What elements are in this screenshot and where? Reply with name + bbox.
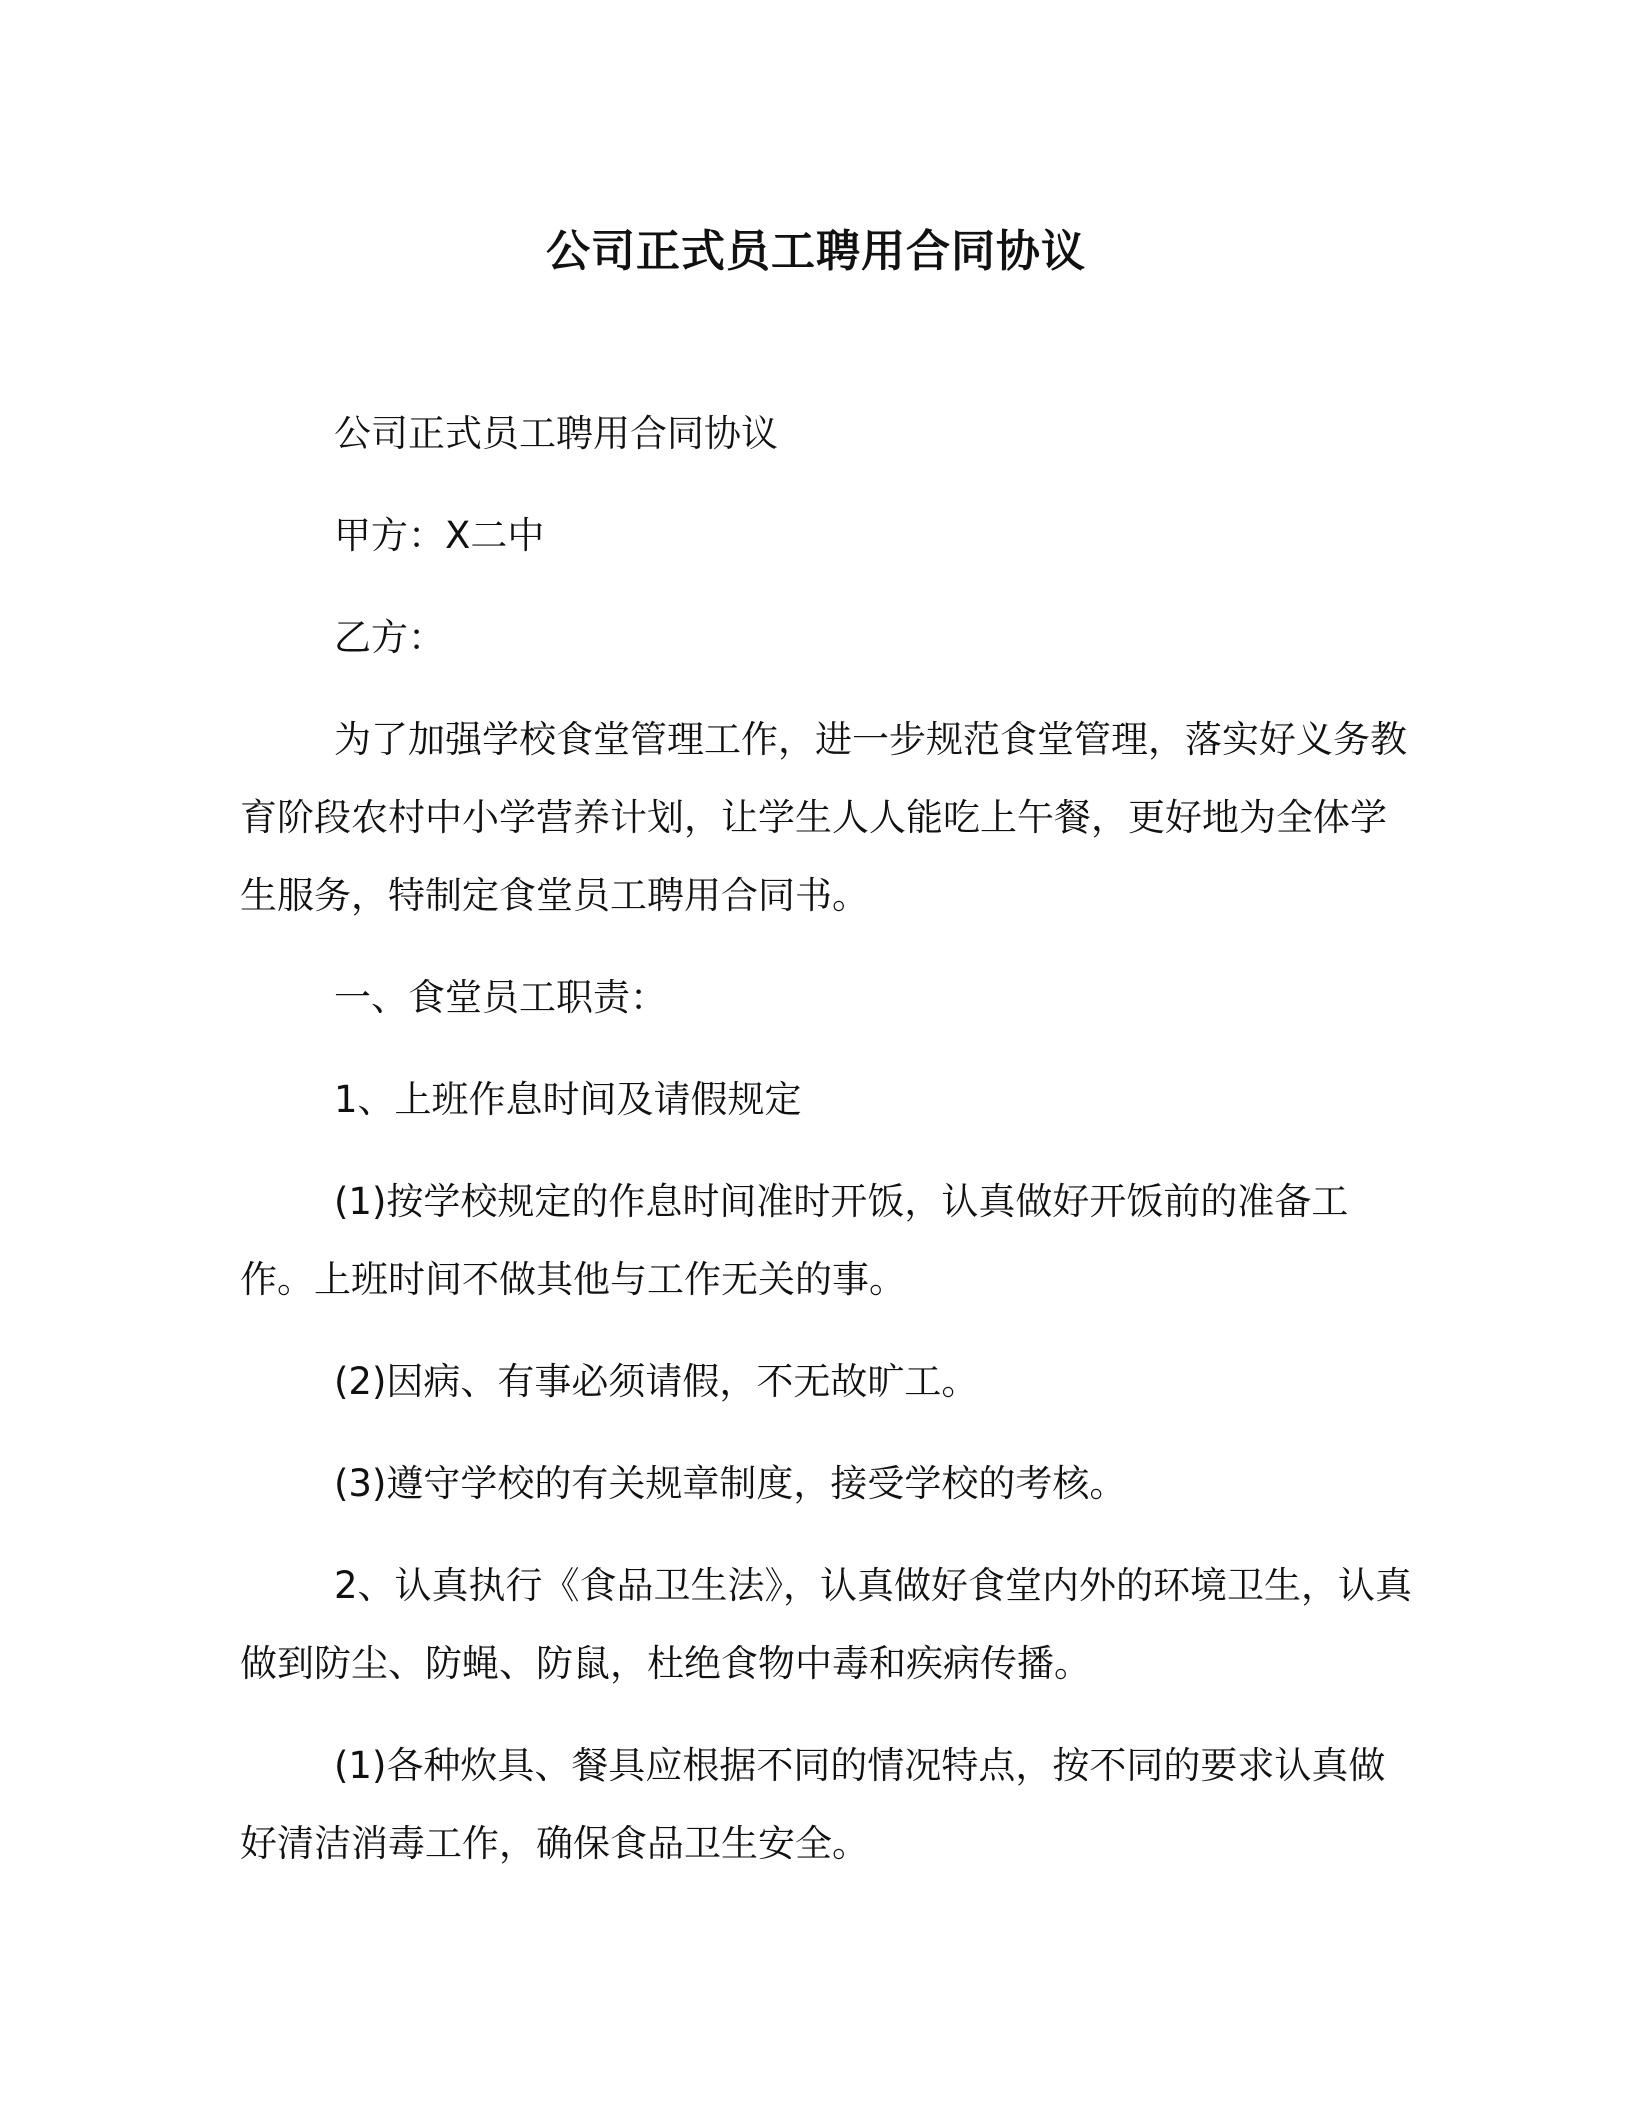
subtitle-paragraph: 公司正式员工聘用合同协议 <box>334 412 778 455</box>
document-body <box>240 395 1420 1907</box>
clause-1-item-3: (3)遵守学校的有关规章制度，接受学校的考核。 <box>334 1462 1127 1505</box>
party-a-paragraph: 甲方：X二中 <box>334 514 545 557</box>
party-b-paragraph: 乙方： <box>334 616 445 659</box>
clause-2-item-1: (1)各种炊具、餐具应根据不同的情况特点，按不同的要求认真做好清洁消毒工作，确保食品卫生安全。 <box>240 1744 1386 1865</box>
clause-1-item-2: (2)因病、有事必须请假，不无故旷工。 <box>334 1360 979 1403</box>
preamble-paragraph: 为了加强学校食堂管理工作，进一步规范食堂管理，落实好义务教育阶段农村中小学营养计划，让学生人人能吃上午餐，更好地为全体学生服务，特制定食堂员工聘用合同书。 <box>240 718 1407 917</box>
clause-heading-1: 1、上班作息时间及请假规定 <box>334 1078 802 1121</box>
clause-heading-2: 2、认真执行《食品卫生法》，认真做好食堂内外的环境卫生，认真做到防尘、防蝇、防鼠，杜绝食物中毒和疾病传播。 <box>240 1564 1413 1685</box>
document-title: 公司正式员工聘用合同协议 <box>546 226 1086 277</box>
section-heading-duties: 一、食堂员工职责： <box>334 976 667 1019</box>
clause-1-item-1: (1)按学校规定的作息时间准时开饭，认真做好开饭前的准备工作。上班时间不做其他与工作无关的事。 <box>240 1180 1349 1301</box>
